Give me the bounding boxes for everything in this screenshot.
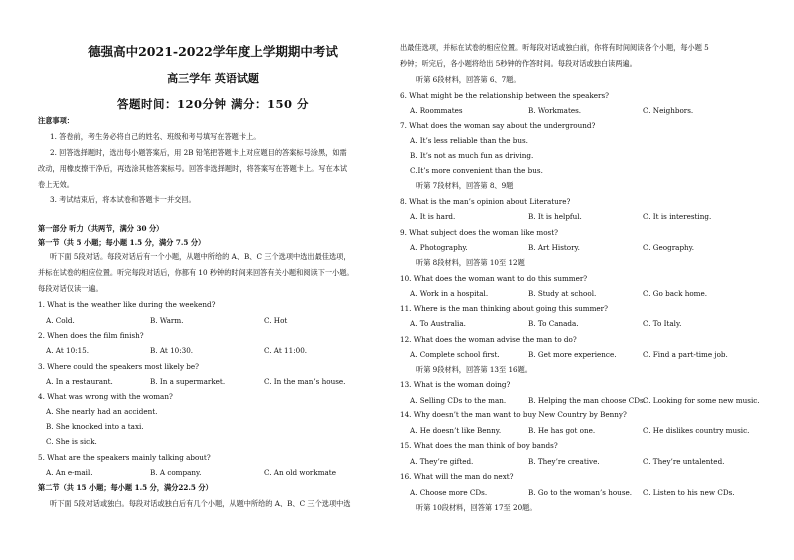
page-subtitle: 高三学年 英语试题 [167,72,259,85]
option-b: B. In a supermarket. [150,377,226,386]
option-c: C. To Italy. [643,319,682,328]
option-a: A. Roommates [410,106,463,115]
exam-time-score: 答题时间：120分钟 满分：150 分 [116,97,310,111]
section2-instructions-cont: 出最佳选项，并标在试卷的相应位置。听每段对话或独白前，你将有时间阅读各个小题，每小题 5 [400,43,709,52]
option-c: C. Listen to his new CDs. [643,488,735,497]
question-3: 3. Where could the speakers most likely be? [38,362,200,371]
option-a: A. Cold. [46,316,75,325]
note-line: 2. 回答选择题时，选出每小题答案后，用 2B 铅笔把答题卡上对应题目的答案标号涂黑，如需 [50,148,347,157]
question-16: 16. What will the man do next? [400,472,514,481]
question-1: 1. What is the weather like during the weekend? [38,300,216,309]
option-b: B. Workmates. [528,106,582,115]
option-a: A. An e-mail. [46,468,93,477]
section2-heading: 第二节（共 15 小题；每小题 1.5 分，满分22.5 分） [38,483,213,492]
part1-heading: 第一部分 听力（共两节，满分 30 分） [38,224,164,233]
option-b: B. Art History. [528,243,580,252]
question-10: 10. What does the woman want to do this summer? [400,274,588,283]
option-c: C. He dislikes country music. [643,426,750,435]
option-a: A. She nearly had an accident. [46,407,158,416]
option-a: A. Complete school first. [410,350,500,359]
question-8: 8. What is the man’s opinion about Literature? [400,197,571,206]
option-c: C. Looking for some new music. [643,396,760,405]
section1-instructions: 每段对话仅读一遍。 [38,284,103,293]
note-line: 改动，用橡皮擦干净后，再选涂其他答案标号。回答非选择题时，将答案写在答题卡上。写在本试 [38,164,348,173]
option-b: B. A company. [150,468,202,477]
question-7: 7. What does the woman say about the underground? [400,121,596,130]
page-title: 德强高中2021-2022学年度上学期期中考试 [88,44,338,59]
option-c: C. It is interesting. [643,212,712,221]
option-c: C. Neighbors. [643,106,694,115]
option-b: B. He has got one. [528,426,596,435]
question-2: 2. When does the film finish? [38,331,144,340]
option-a: A. In a restaurant. [46,377,113,386]
question-4: 4. What was wrong with the woman? [38,392,173,401]
option-c: C.It’s more convenient than the bus. [410,166,543,175]
listen-instruction: 听第 6段材料，回答第 6、7题。 [416,75,521,84]
listen-instruction: 听第 10段材料，回答第 17至 20题。 [416,503,537,512]
section1-heading: 第一节（共 5 小题；每小题 1.5 分，满分 7.5 分） [38,238,206,247]
listen-instruction: 听第 8段材料，回答第 10至 12题 [416,258,525,267]
section1-instructions: 听下面 5段对话。每段对话后有一个小题，从题中所给的 A、B、C 三个选项中选出最佳选项， [50,252,351,261]
option-a: A. Choose more CDs. [410,488,488,497]
question-15: 15. What does the man think of boy bands? [400,441,558,450]
option-b: B. To Canada. [528,319,579,328]
option-a: A. It’s less reliable than the bus. [410,136,528,145]
option-b: B. It’s not as much fun as driving. [410,151,534,160]
option-a: A. Photography. [410,243,468,252]
listen-instruction: 听第 7段材料，回答第 8、9题 [416,181,514,190]
option-a: A. Selling CDs to the man. [410,396,507,405]
question-12: 12. What does the woman advise the man to do? [400,335,577,344]
option-b: B. Warm. [150,316,184,325]
option-a: A. They’re gifted. [410,457,474,466]
option-b: B. She knocked into a taxi. [46,422,144,431]
option-c: C. They’re untalented. [643,457,725,466]
listen-instruction: 听第 9段材料，回答第 13至 16题。 [416,365,532,374]
option-b: B. Go to the woman’s house. [528,488,633,497]
option-c: C. In the man’s house. [264,377,346,386]
option-c: C. Hot [264,316,288,325]
option-c: C. An old workmate [264,468,336,477]
option-c: C. At 11:00. [264,346,308,355]
question-13: 13. What is the woman doing? [400,380,511,389]
note-line: 卷上无效。 [38,180,74,189]
option-a: A. At 10:15. [46,346,89,355]
section2-instructions-cont: 秒钟；听完后，各小题将给出 5秒钟的作答时间。每段对话或独白读两遍。 [400,59,637,68]
question-14: 14. Why doesn’t the man want to buy New Country by Benny? [400,410,627,419]
option-a: A. He doesn’t like Benny. [410,426,502,435]
option-c: C. She is sick. [46,437,97,446]
option-a: A. To Australia. [410,319,466,328]
question-5: 5. What are the speakers mainly talking about? [38,453,211,462]
section2-instructions: 听下面 5段对话或独白。每段对话或独白后有几个小题，从题中所给的 A、B、C 三个选项中选 [50,499,351,508]
option-b: B. Study at school. [528,289,597,298]
option-c: C. Geography. [643,243,695,252]
option-a: A. Work in a hospital. [410,289,489,298]
option-b: B. Helping the man choose CDs. [528,396,646,405]
question-6: 6. What might be the relationship between the speakers? [400,91,610,100]
option-b: B. They’re creative. [528,457,600,466]
question-11: 11. Where is the man thinking about going this summer? [400,304,608,313]
option-b: B. It is helpful. [528,212,582,221]
notes-heading: 注意事项： [38,116,74,125]
question-9: 9. What subject does the woman like most? [400,228,558,237]
option-c: C. Find a part-time job. [643,350,728,359]
option-b: B. Get more experience. [528,350,617,359]
note-line: 1. 答卷前，考生务必将自己的姓名、班级和考号填写在答题卡上。 [50,132,261,141]
option-c: C. Go back home. [643,289,708,298]
option-b: B. At 10:30. [150,346,194,355]
option-a: A. It is hard. [410,212,456,221]
note-line: 3. 考试结束后，将本试卷和答题卡一并交回。 [50,195,196,204]
section1-instructions: 并标在试卷的相应位置。听完每段对话后，你都有 10 秒钟的时间来回答有关小题和阅读下一小题。 [38,268,354,277]
